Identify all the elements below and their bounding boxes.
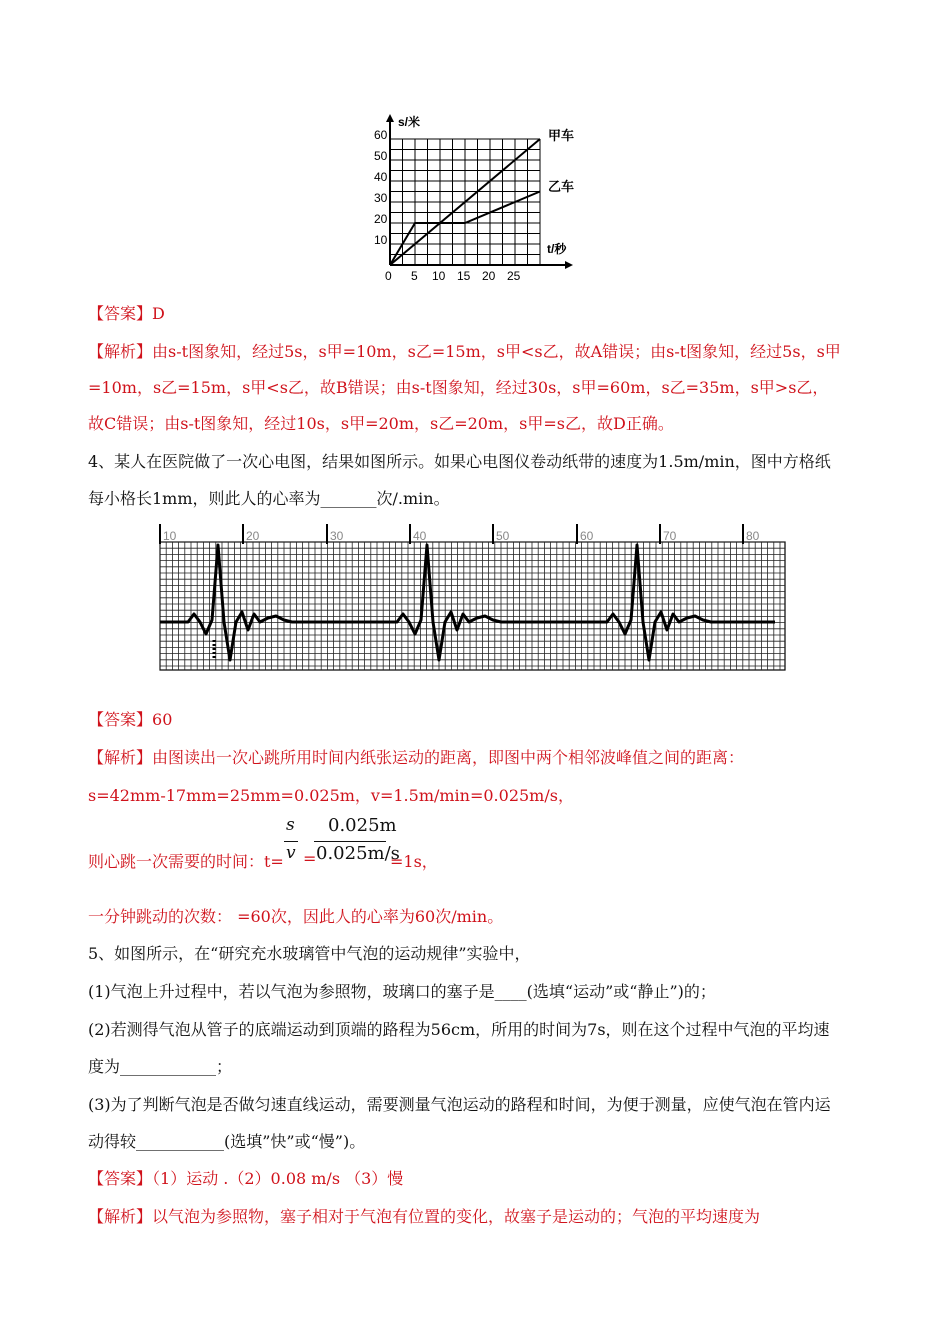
ecg-label: 40: [413, 529, 427, 543]
ecg-label: 30: [330, 529, 344, 543]
y-tick: 40: [374, 170, 388, 184]
q4-question-line-1: 4、某人在医院做了一次心电图，结果如图所示。如果心电图仪卷动纸带的速度为1.5m/min，图中方格纸: [88, 452, 831, 471]
q5-question-line-1: 5、如图所示，在“研究充水玻璃管中气泡的运动规律”实验中，: [88, 944, 531, 963]
analysis-tag: 【解析】: [88, 342, 153, 361]
st-chart: [360, 112, 580, 284]
ecg-border: [160, 542, 785, 670]
formula-num: 0.025m: [328, 815, 397, 836]
formula-den: 0.025m/s: [316, 843, 400, 864]
formula-prefix: 则心跳一次需要的时间：t=: [88, 852, 284, 871]
formula-eq: =: [303, 849, 317, 868]
ecg-grid: [160, 542, 785, 670]
formula-s: s: [286, 815, 295, 835]
q4-question-line-2: 每小格长1mm，则此人的心率为_______次/.min。: [88, 489, 450, 508]
ecg-trace: [160, 545, 775, 660]
q4-formula: [88, 815, 588, 875]
formula-bar: [314, 841, 386, 842]
answer-value: （1）运动 .（2）0.08 m/s （3）慢: [152, 1169, 404, 1188]
answer-tag: 【答案】: [88, 710, 153, 729]
x-tick: 0: [385, 269, 392, 283]
y-tick: 20: [374, 212, 388, 226]
ecg-label: 20: [246, 529, 260, 543]
ecg-labels: [160, 524, 760, 544]
answer-tag: 【答案】: [88, 304, 153, 323]
analysis-text: 由图读出一次心跳所用时间内纸张运动的距离，即图中两个相邻波峰值之间的距离：: [152, 748, 745, 767]
answer-tag: 【答案】: [88, 1169, 153, 1188]
y-tick: 60: [374, 128, 388, 142]
answer-value: 60: [152, 710, 173, 729]
ecg-label: 80: [746, 529, 760, 543]
ecg-label: 70: [663, 529, 677, 543]
q4-answer: [88, 708, 868, 732]
y-tick: 30: [374, 191, 388, 205]
analysis-text: 由s-t图象知，经过5s，s甲=10m，s乙=15m，s甲<s乙，故A错误；由s-t图象知，经过5s，s甲: [152, 342, 841, 361]
q4-analysis-line-2: s=42mm-17mm=25mm=0.025m，v=1.5m/min=0.025m/s，: [88, 786, 574, 805]
q4-analysis-line-1: [88, 746, 868, 770]
x-tick: 5: [411, 269, 418, 283]
x-axis-label: t/秒: [547, 242, 567, 256]
y-tick: 50: [374, 149, 388, 163]
ecg-label: 50: [496, 529, 510, 543]
ecg-label: 60: [580, 529, 594, 543]
q5-question-line-2: (1)气泡上升过程中，若以气泡为参照物，玻璃口的塞子是____(选填“运动”或“静止”)的；: [88, 982, 716, 1001]
series-label-jia: 甲车: [548, 128, 575, 143]
answer-value: D: [152, 304, 165, 323]
q5-answer: [88, 1167, 868, 1191]
analysis-text: 以气泡为参照物，塞子相对于气泡有位置的变化，故塞子是运动的；气泡的平均速度为: [152, 1207, 761, 1226]
ecg-label: 10: [163, 529, 177, 543]
formula-s-bar: [284, 841, 298, 842]
q5-question-line-4: 度为____________；: [88, 1057, 233, 1076]
q5-analysis: [88, 1205, 868, 1229]
y-axis-label: s/米: [398, 115, 421, 129]
x-tick: 10: [432, 269, 446, 283]
y-tick: 10: [374, 233, 388, 247]
x-tick: 25: [507, 269, 521, 283]
x-tick: 15: [457, 269, 471, 283]
q3-analysis-line-3: 故C错误；由s-t图象知，经过10s，s甲=20m，s乙=20m，s甲=s乙，故D正确。: [88, 414, 674, 433]
analysis-tag: 【解析】: [88, 1207, 153, 1226]
analysis-tag: 【解析】: [88, 748, 153, 767]
formula-v: v: [286, 843, 296, 863]
x-tick: 20: [482, 269, 496, 283]
q3-analysis-line-1: [88, 340, 868, 364]
q3-answer: [88, 302, 868, 326]
formula-result: =1s，: [390, 852, 438, 871]
q4-analysis-line-4: 一分钟跳动的次数： =60次，因此人的心率为60次/min。: [88, 907, 504, 926]
q5-question-line-3: (2)若测得气泡从管子的底端运动到顶端的路程为56cm，所用的时间为7s，则在这个过程中气泡的平均速: [88, 1020, 830, 1039]
q3-analysis-line-2: =10m，s乙=15m，s甲<s乙，故B错误；由s-t图象知，经过30s，s甲=60m，s乙=35m，s甲>s乙，: [88, 378, 829, 397]
q5-question-line-6: 动得较___________(选填”快”或“慢”)。: [88, 1132, 366, 1151]
ecg-chart: [155, 522, 790, 672]
series-label-yi: 乙车: [548, 179, 575, 194]
q5-question-line-5: (3)为了判断气泡是否做匀速直线运动，需要测量气泡运动的路程和时间，为便于测量，应使气泡在管内运: [88, 1095, 831, 1114]
